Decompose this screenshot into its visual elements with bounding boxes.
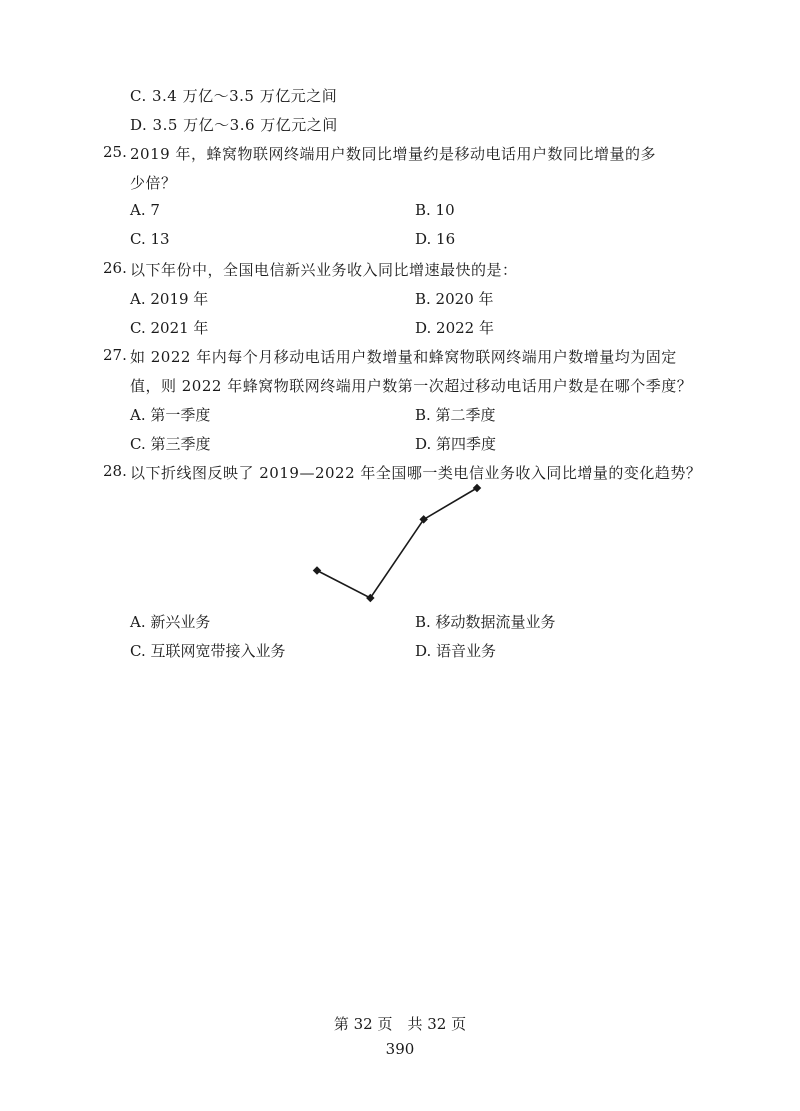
option-c: C. 13 [130,230,170,248]
option-a: A. 7 [130,201,160,219]
question-text-line-1: 如 2022 年内每个月移动电话用户数增量和蜂窝物联网终端用户数增量均为固定 [130,348,677,366]
question-text-line-1: 以下年份中，全国电信新兴业务收入同比增速最快的是： [130,261,518,279]
option-b: B. 移动数据流量业务 [415,613,556,631]
option-c: C. 第三季度 [130,435,211,453]
question-number: 25. [103,143,127,161]
option-b: B. 第二季度 [415,406,496,424]
data-point-1 [313,566,321,574]
series-line [317,488,477,598]
question-text-line-2: 值，则 2022 年蜂窝物联网终端用户数第一次超过移动电话用户数是在哪个季度？ [130,377,693,395]
option-b: B. 10 [415,201,455,219]
option-a: A. 第一季度 [130,406,211,424]
option-d: D. 第四季度 [415,435,497,453]
option-a: A. 2019 年 [130,290,209,308]
question-number: 27. [103,346,127,364]
page-number: 390 [385,1040,415,1058]
option-c: C. 2021 年 [130,319,209,337]
question-text-line-1: 2019 年，蜂窝物联网终端用户数同比增量约是移动电话用户数同比增量的多 [130,145,656,163]
option-b: B. 2020 年 [415,290,494,308]
option-c-prev: C. 3.4 万亿～3.5 万亿元之间 [130,87,338,105]
question-text-line-2: 少倍？ [130,174,177,192]
question-text-line-1: 以下折线图反映了 2019—2022 年全国哪一类电信业务收入同比增量的变化趋势？ [130,464,702,482]
page-of-label: 第 32 页 共 32 页 [333,1015,467,1033]
option-d: D. 语音业务 [415,642,497,660]
option-d: D. 16 [415,230,456,248]
option-a: A. 新兴业务 [130,613,211,631]
question-number: 28. [103,462,127,480]
option-d-prev: D. 3.5 万亿～3.6 万亿元之间 [130,116,338,134]
option-c: C. 互联网宽带接入业务 [130,642,286,660]
option-d: D. 2022 年 [415,319,494,337]
data-point-4 [473,484,481,492]
question-number: 26. [103,259,127,277]
trend-line-chart [300,478,500,608]
